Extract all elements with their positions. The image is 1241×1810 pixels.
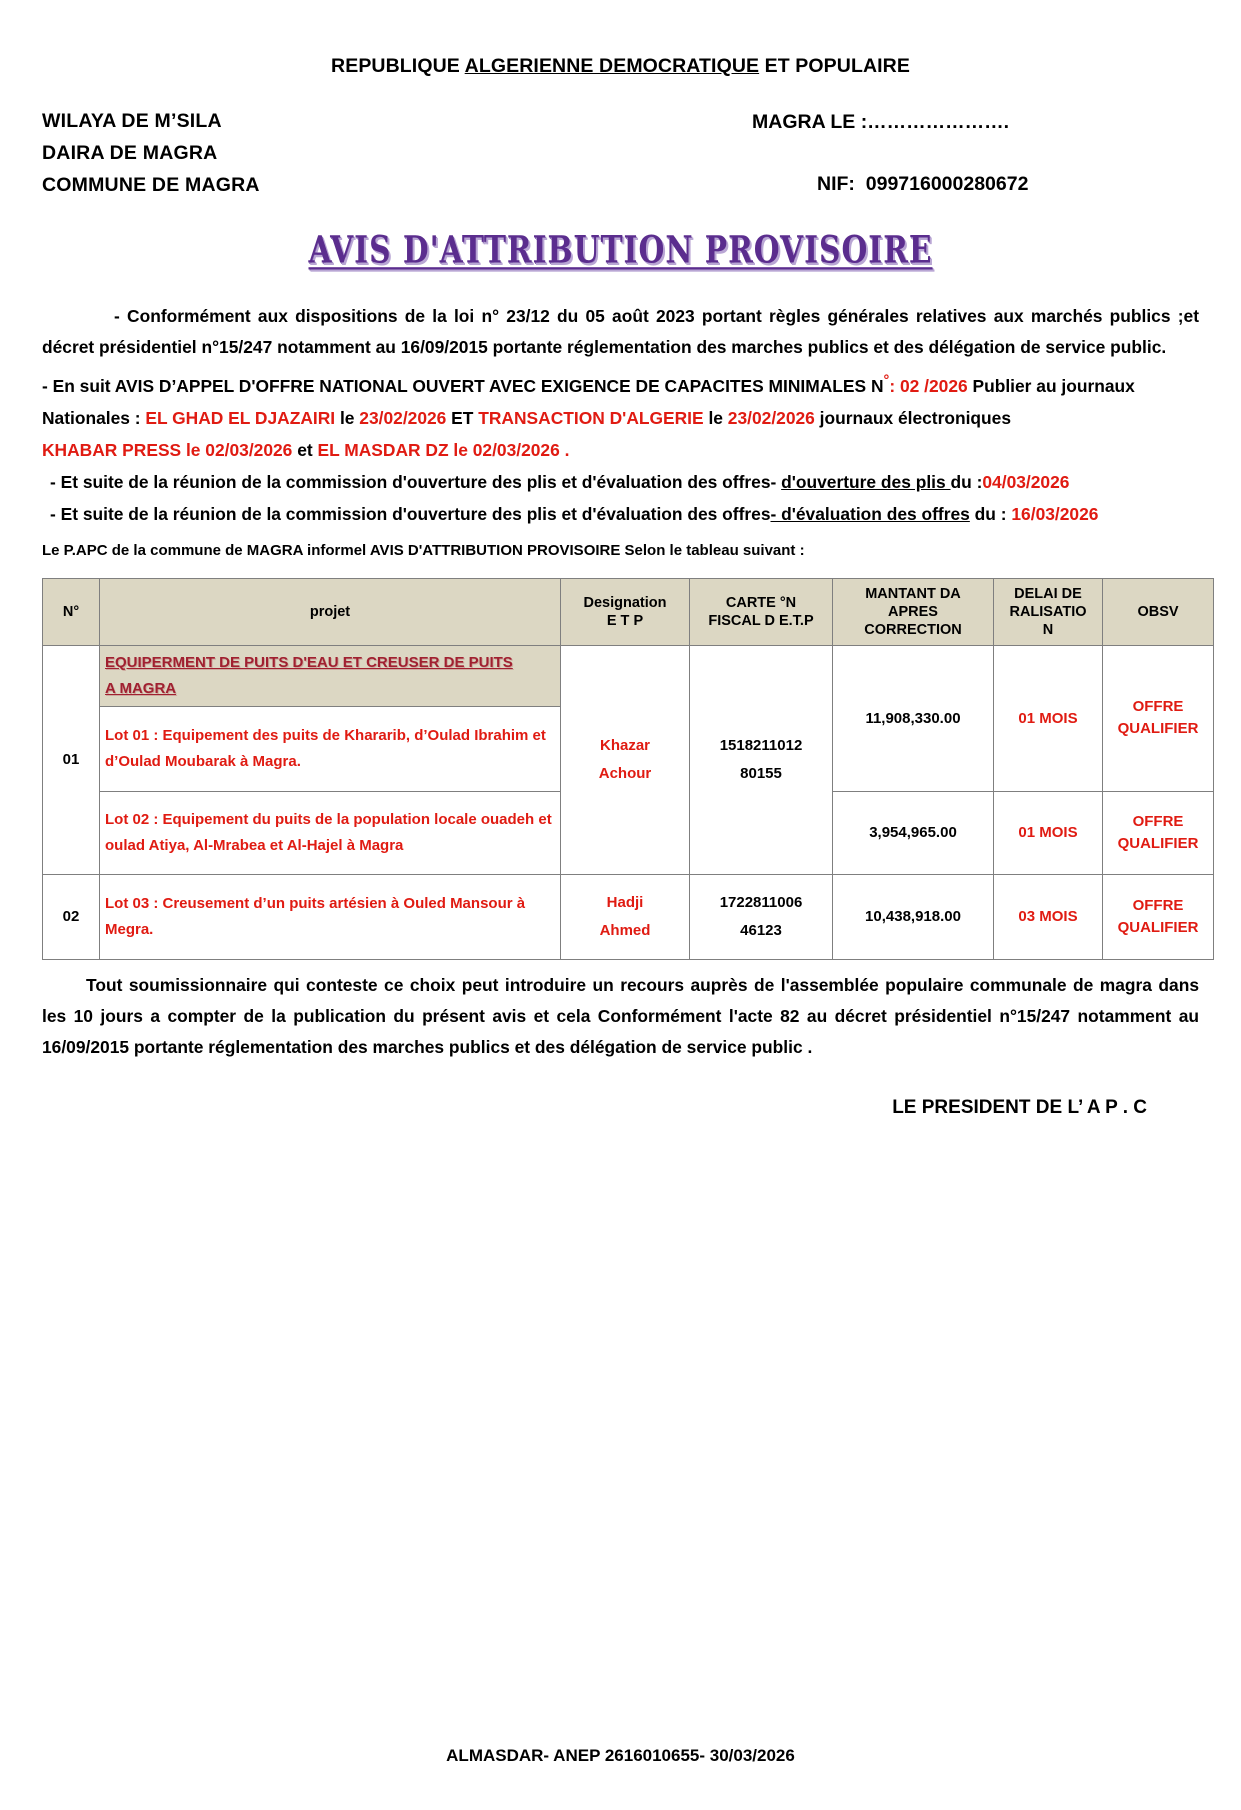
row-number-02: 02 [43,874,100,959]
carte-1-line-2: 80155 [740,764,782,782]
designation-line-1: Designation [583,594,667,611]
montant-cell-2: 3,954,965.00 [833,791,994,874]
intro-paragraph-4 [42,435,1199,466]
opening-session-mid: du : [950,471,983,492]
table-header-row [43,578,1214,645]
obsv-2-line-2: QUALIFIER [1117,834,1199,852]
intro-paragraph-2 [42,366,1199,402]
journal-1-date: 23/02/2026 [359,407,447,428]
administrative-left-column [42,110,260,206]
carte-2-line-1: 1722811006 [719,893,803,911]
carte-line-1: CARTE °N [725,594,797,611]
column-header-designation [561,578,690,645]
nationals-label: Nationales : [42,407,146,428]
wilaya-line: WILAYA DE M’SILA [42,110,222,132]
opening-session-text: - Et suite de la réunion de la commission d'ouverture des plis et d'évaluation des offres- [50,471,782,492]
delai-cell-1: 01 MOIS [994,645,1103,791]
designation-1-line-2: Achour [598,764,652,782]
document-page [0,55,1241,1810]
montant-line-1: MANTANT DA [865,585,961,602]
evaluation-session-text: - Et suite de la réunion de la commission d'ouverture des plis et d'évaluation des offres [50,503,771,524]
carte-line-2: FISCAL D E.T.P [708,612,814,629]
carte-1-line-1: 1518211012 [719,736,803,754]
designation-cell-2 [561,874,690,959]
journal-4-entry: EL MASDAR DZ le 02/03/2026 . [317,439,570,460]
nif-label: NIF: [817,173,855,195]
attribution-table [42,578,1214,960]
page-title: AVIS D'ATTRIBUTION PROVISOIRE [308,228,933,272]
lot-cell-01: Lot 01 : Equipement des puits de Khararib, d’Oulad Ibrahim et d’Oulad Moubarak à Magra. [100,706,561,791]
journal-separator-et-2: et [292,439,318,460]
project-title-cell [100,645,561,706]
obsv-2-line-1: OFFRE [1132,812,1184,830]
carte-fiscal-cell-1 [690,645,833,874]
designation-cell-1 [561,645,690,874]
delai-cell-2: 01 MOIS [994,791,1103,874]
daira-line: DAIRA DE MAGRA [42,142,218,164]
lot-cell-03: Lot 03 : Creusement d’un puits artésien à Ouled Mansour à Megra. [100,874,561,959]
republic-post: ET POPULAIRE [759,55,910,77]
delai-line-3: N [1042,621,1054,638]
identification-block [42,110,1199,206]
intro-paragraph-1: - Conformément aux dispositions de la loi n° 23/12 du 05 août 2023 portant règles générales relatives aux marchés publics ;et décret présidentiel n°15/247 notamment au 16/09/2015 portante réglementation des marches publics et des délégation de service public. [42,306,1199,357]
table-header [43,578,1214,645]
footer-reference: ALMASDAR- ANEP 2616010655- 30/03/2026 [446,1746,795,1765]
designation-2-line-2: Ahmed [599,921,651,939]
republic-heading [42,55,1199,78]
montant-line-3: CORRECTION [864,621,962,638]
obsv-1-line-1: OFFRE [1132,698,1184,716]
republic-underlined: ALGERIENNE DEMOCRATIQUE [464,55,760,77]
column-header-montant [833,578,994,645]
announcement-number: : 02 /2026 [889,375,968,396]
opening-session-underlined: d'ouverture des plis [781,471,951,492]
apc-announcement-line: Le P.APC de la commune de MAGRA informel AVIS D'ATTRIBUTION PROVISOIRE Selon le tableau suivant : [42,541,805,559]
row-number-01: 01 [43,645,100,874]
table-body [43,645,1214,959]
delai-cell-3: 03 MOIS [994,874,1103,959]
opening-session-date: 04/03/2026 [982,471,1070,492]
obsv-cell-3 [1103,874,1214,959]
montant-cell-1: 11,908,330.00 [833,645,994,791]
journal-1-le: le [335,407,360,428]
evaluation-session-underlined: - d'évaluation des offres [770,503,970,524]
journal-1-name: EL GHAD EL DJAZAIRI [145,407,336,428]
intro-paragraph-3 [42,403,1199,434]
electronic-journals-label: journaux électroniques [814,407,1012,428]
obsv-1-line-2: QUALIFIER [1117,720,1199,738]
montant-cell-3: 10,438,918.00 [833,874,994,959]
evaluation-session-line [50,499,1199,530]
commune-line: COMMUNE DE MAGRA [42,174,260,196]
journal-3-entry: KHABAR PRESS le 02/03/2026 [42,439,293,460]
column-header-delai [994,578,1103,645]
project-title-line-2: A MAGRA [105,679,177,697]
obsv-3-line-1: OFFRE [1132,896,1184,914]
designation-2-line-1: Hadji [606,893,644,911]
opening-session-line [50,467,1199,498]
designation-1-line-1: Khazar [599,736,651,754]
republic-pre: REPUBLIQUE [331,55,465,77]
evaluation-session-mid: du : [969,503,1012,524]
delai-line-2: RALISATIO [1009,603,1087,620]
president-signature-line: LE PRESIDENT DE L’ A P . C [892,1096,1147,1118]
obsv-cell-2 [1103,791,1214,874]
journal-2-date: 23/02/2026 [727,407,815,428]
magra-date-line: MAGRA LE :…………………. [752,111,1010,133]
obsv-3-line-2: QUALIFIER [1117,918,1199,936]
project-title-line-1: EQUIPERMENT DE PUITS D'EAU ET CREUSER DE PUITS [105,653,513,671]
announcement-post: Publier au journaux [967,375,1135,396]
journal-separator-et: ET [446,407,479,428]
carte-fiscal-cell-2 [690,874,833,959]
carte-2-line-2: 46123 [740,921,782,939]
nif-value: 099716000280672 [865,173,1029,195]
column-header-carte-fiscal [690,578,833,645]
table-row [43,874,1214,959]
evaluation-session-date: 16/03/2026 [1011,503,1099,524]
intro-section [42,301,1199,566]
montant-line-2: APRES [888,603,938,620]
journal-2-name: TRANSACTION D'ALGERIE [478,407,704,428]
column-header-obsv: OBSV [1103,578,1214,645]
delai-line-1: DELAI DE [1014,585,1082,602]
obsv-cell-1 [1103,645,1214,791]
announcement-text: - En suit AVIS D’APPEL D'OFFRE NATIONAL OUVERT AVEC EXIGENCE DE CAPACITES MINIMALES N [42,375,884,396]
designation-line-2: E T P [606,612,644,629]
table-row [43,645,1214,706]
lot-cell-02: Lot 02 : Equipement du puits de la population locale ouadeh et oulad Atiya, Al-Mrabea et Al-Hajel à Magra [100,791,561,874]
column-header-projet: projet [100,578,561,645]
closing-paragraph: Tout soumissionnaire qui conteste ce choix peut introduire un recours auprès de l'assemblée populaire communale de magra dans les 10 jours a compter de la publication du présent avis et cela Conformément l'acte 82 au décret présidentiel n°15/247 notamment au 16/09/2015 portante réglementation des marches publics et des délégation de service public . [42,974,1199,1057]
column-header-no: N° [43,578,100,645]
degree-symbol: ° [883,373,890,389]
journal-2-le: le [703,407,728,428]
nif-line [817,173,1028,196]
